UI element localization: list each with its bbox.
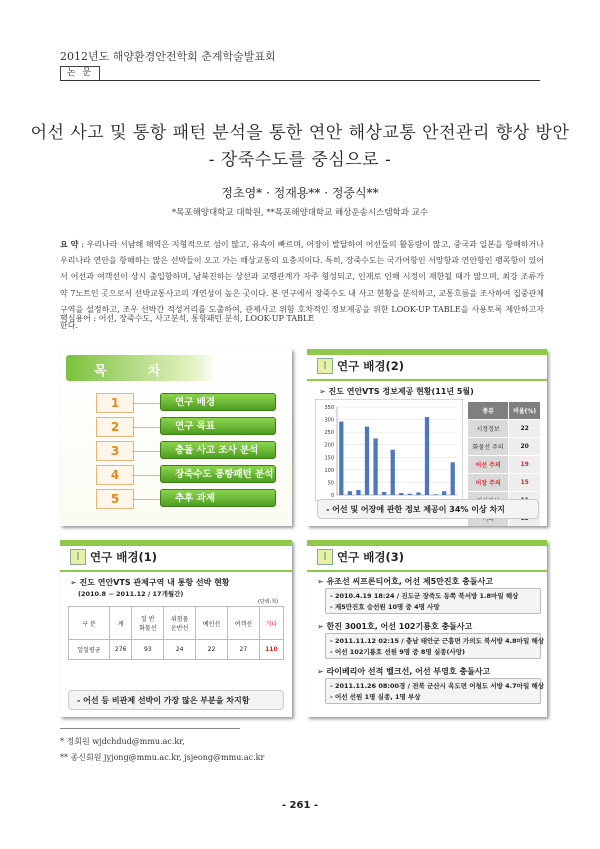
chart-bar-1 bbox=[348, 491, 352, 495]
y-tick-label: 50 bbox=[327, 480, 334, 487]
incident-line: - 제5만진호 승선원 10명 중 4명 사망 bbox=[330, 603, 440, 611]
affiliation: *목포해양대학교 대학원, **목포해양대학교 해상운송시스템학과 교수 bbox=[171, 208, 429, 218]
slide-top-bar bbox=[60, 540, 292, 546]
chart-bar-3 bbox=[365, 427, 369, 495]
footnote-2: ** 종신회원 jyjong@mmu.ac.kr, jsjeong@mmu.ac.kr bbox=[60, 753, 265, 762]
chart-bar-13 bbox=[451, 462, 455, 495]
unit-label: (단위:척) bbox=[258, 599, 279, 605]
chart-bar-8 bbox=[408, 494, 412, 495]
slide-title: 연구 배경(3) bbox=[337, 550, 404, 564]
slide-research-background-3 bbox=[307, 540, 547, 717]
toc-number-2: 2 bbox=[96, 417, 134, 437]
table-header-cell bbox=[259, 607, 283, 640]
table-row-value: 20 bbox=[509, 438, 541, 456]
chart-bar-0 bbox=[339, 422, 343, 495]
title-underline bbox=[307, 379, 547, 381]
table-header-row bbox=[468, 402, 541, 420]
table-header-cell bbox=[227, 607, 259, 640]
y-tick-label: 150 bbox=[324, 455, 334, 462]
table-cell: 24 bbox=[164, 640, 196, 660]
header-text: 구 분 bbox=[82, 620, 96, 628]
y-tick-label: 250 bbox=[324, 430, 334, 437]
table-header-cell bbox=[164, 607, 196, 640]
toc-number-3: 3 bbox=[96, 441, 134, 461]
slide-subtitle: ➢ 진도 연안VTS 정보제공 현황(11년 5월) bbox=[319, 387, 474, 396]
slide-research-background-1 bbox=[60, 540, 292, 717]
chart-bar-9 bbox=[416, 492, 420, 495]
vessel-traffic-table bbox=[68, 606, 284, 660]
chart-bar-11 bbox=[433, 494, 437, 495]
table-cell: 27 bbox=[227, 640, 259, 660]
toc-item-5: 추후 과제 bbox=[160, 489, 276, 507]
table-cell: 276 bbox=[109, 640, 132, 660]
table-cell: 93 bbox=[132, 640, 164, 660]
abstract-text: : 우리나라 서남해 해역은 지형적으로 섬이 많고, 유속이 빠르며, 어장이 발달하여 어선들의 활동량이 많고, 중국과 일본을 항해하거나 우리나라 연안을 항해하는 많은 선박들이 오고 가는 해상교통의 요충지이다. 특히, 장죽수도는 국가어항인 서망항과 연안항인 팽목항이 있어서 어선과 여객선이 상시 출입항하며, 남북진하는 상선과 교행관계가 자주 형성되고, 인재로 인해 시정이 제한될 때가 많으며, 최강 조류가 약 7노트인 곳으로서 선박교통사고의 개연성이 높은 곳이다. 본 연구에서 장죽수도 내 사고 현황을 분석하고, 교통흐름을 조사하여 집중관제 구역을 설정하고, 조우 선박간 적성거리를 도출하여, 관제사고 위험 호차적인 정보제공을 위한 LOOK-UP TABLE을 사용토록 제안하고자 한다. bbox=[60, 240, 544, 331]
chart-bar-10 bbox=[425, 417, 429, 495]
toc-item-4: 장죽수도 통항패턴 분석 bbox=[160, 465, 276, 483]
chart-bar-12 bbox=[442, 491, 446, 495]
toc-item-1: 연구 배경 bbox=[160, 393, 276, 411]
header-text: 화물선 bbox=[139, 625, 157, 632]
section-number: I bbox=[317, 358, 333, 374]
footnotes bbox=[60, 734, 264, 766]
slide-research-background-2 bbox=[307, 349, 547, 526]
toc-title: 목 차 bbox=[94, 364, 163, 379]
table-row bbox=[468, 420, 541, 438]
toc-connector bbox=[132, 451, 160, 452]
chart-bar-6 bbox=[391, 450, 395, 495]
incident-line: - 어선 선원 1명 실종, 1명 부상 bbox=[330, 693, 421, 701]
slide-title: 연구 배경(2) bbox=[337, 359, 404, 373]
toc-number-1: 1 bbox=[96, 393, 134, 413]
paper-type-badge: 논 문 bbox=[60, 66, 100, 81]
toc-connector bbox=[132, 427, 160, 428]
y-tick-label: 0 bbox=[330, 493, 334, 499]
abstract-label: 요 약 bbox=[60, 239, 79, 249]
title-underline bbox=[307, 570, 547, 572]
incident-title: ➢ 한진 3001호, 어선 102기룡호 충돌사고 bbox=[317, 622, 473, 631]
table-header-cell: 종류 bbox=[468, 402, 509, 420]
chart-bar-5 bbox=[382, 492, 386, 495]
header-text: 일 반 bbox=[141, 616, 155, 623]
y-tick-label: 100 bbox=[324, 467, 334, 474]
paper-subtitle: - 장죽수도를 중심으로 - bbox=[208, 150, 392, 170]
keywords: 핵심용어 : 어선, 장죽수도, 사고분석, 통항패턴 분석, LOOK-UP TABLE bbox=[60, 314, 315, 323]
header-text: 위험물 bbox=[170, 616, 189, 623]
slide-footer-note: - 어선 및 어장에 관한 정보 제공이 34% 이상 차지 bbox=[317, 499, 539, 519]
incident-title: ➢ 라이베리아 선적 벨크선, 어선 부영호 충돌사고 bbox=[317, 667, 491, 676]
incident-line: - 2011.11.26 08:00경 / 전북 군산시 옥도면 어청도 서방 4.7마일 해상 bbox=[330, 682, 545, 690]
table-row-value: 15 bbox=[509, 474, 541, 492]
conference-name: 2012년도 해양환경안전학회 춘계학술발표회 bbox=[60, 50, 276, 63]
header-text: 기타 bbox=[265, 620, 278, 628]
chart-bar-7 bbox=[399, 493, 403, 495]
table-row-value: 19 bbox=[509, 456, 541, 474]
section-number: I bbox=[70, 549, 86, 565]
slide-footer-note: - 어선 등 비관제 선박이 가장 많은 부분을 차지함 bbox=[68, 690, 284, 710]
incident-title: ➢ 유조선 씨프론티어호, 어선 제5만진호 충돌사고 bbox=[317, 577, 494, 586]
toc-connector bbox=[132, 475, 160, 476]
table-header-cell bbox=[109, 607, 132, 640]
incident-line: - 어선 102기룡호 선원 9명 중 8명 실종(사망) bbox=[330, 648, 465, 656]
table-header-cell bbox=[132, 607, 164, 640]
table-row bbox=[468, 438, 541, 456]
slide-subtitle: ➢ 진도 연안VTS 관제구역 내 통항 선박 현황 bbox=[70, 578, 230, 587]
section-number: I bbox=[317, 549, 333, 565]
footnote-1: * 정회원 wjdchdud@mmu.ac.kr, bbox=[60, 737, 185, 746]
table-row-label: 시정정보 bbox=[468, 420, 509, 438]
page-number: - 261 - bbox=[281, 800, 319, 811]
slide-period: (2010.8 ~ 2011.12 / 17개월간) bbox=[78, 590, 184, 598]
table-row bbox=[468, 474, 541, 492]
title-underline bbox=[60, 570, 292, 572]
slide-top-bar bbox=[307, 540, 547, 546]
toc-connector bbox=[132, 499, 160, 500]
toc-number-4: 4 bbox=[96, 465, 134, 485]
incident-details bbox=[325, 633, 545, 659]
slide-title: 연구 배경(1) bbox=[90, 550, 157, 564]
toc-connector bbox=[132, 403, 160, 404]
table-row-value: 22 bbox=[509, 420, 541, 438]
header-rule bbox=[60, 80, 540, 81]
table-row-label: 어선 주의 bbox=[468, 456, 509, 474]
table-cell: 22 bbox=[196, 640, 228, 660]
table-header-cell bbox=[69, 607, 110, 640]
toc-item-3: 충돌 사고 조사 분석 bbox=[160, 441, 276, 459]
table-header-cell bbox=[196, 607, 228, 640]
y-tick-label: 200 bbox=[324, 442, 334, 449]
header-text: 예인선 bbox=[202, 620, 221, 628]
table-header-cell: 비율(%) bbox=[509, 402, 541, 420]
incident-line: - 2011.11.12 02:15 / 충남 태안군 근흥면 가의도 북서방 4.8마일 해상 bbox=[330, 637, 545, 645]
slide-top-bar bbox=[307, 349, 547, 355]
chart-bar-2 bbox=[356, 490, 360, 495]
header-text: 운반선 bbox=[170, 625, 189, 632]
table-row-label: 어장 주의 bbox=[468, 474, 509, 492]
slide-toc bbox=[60, 349, 292, 526]
incident-details bbox=[325, 588, 541, 614]
incident-line: - 2010.4.19 18:24 / 진도군 장죽도 동쪽 북서방 1.8마일 해상 bbox=[330, 592, 519, 600]
toc-item-2: 연구 목표 bbox=[160, 417, 276, 435]
header-text: 계 bbox=[117, 620, 124, 628]
toc-number-5: 5 bbox=[96, 489, 134, 509]
header-text: 여객선 bbox=[234, 620, 253, 628]
table-cell: 110 bbox=[259, 640, 283, 660]
incident-details bbox=[325, 678, 545, 704]
table-row bbox=[468, 456, 541, 474]
y-tick-label: 300 bbox=[324, 417, 334, 424]
authors: 정초영* · 정재용** · 정중식** bbox=[221, 186, 379, 200]
vts-info-chart bbox=[315, 399, 463, 501]
chart-bar-4 bbox=[373, 438, 377, 495]
table-cell: 일일평균 bbox=[69, 640, 110, 660]
paper-title: 어선 사고 및 통항 패턴 분석을 통한 연안 해상교통 안전관리 향상 방안 bbox=[30, 123, 570, 143]
table-row-label: 화물선 주의 bbox=[468, 438, 509, 456]
footnote-rule bbox=[60, 728, 240, 729]
y-tick-label: 350 bbox=[324, 405, 334, 411]
